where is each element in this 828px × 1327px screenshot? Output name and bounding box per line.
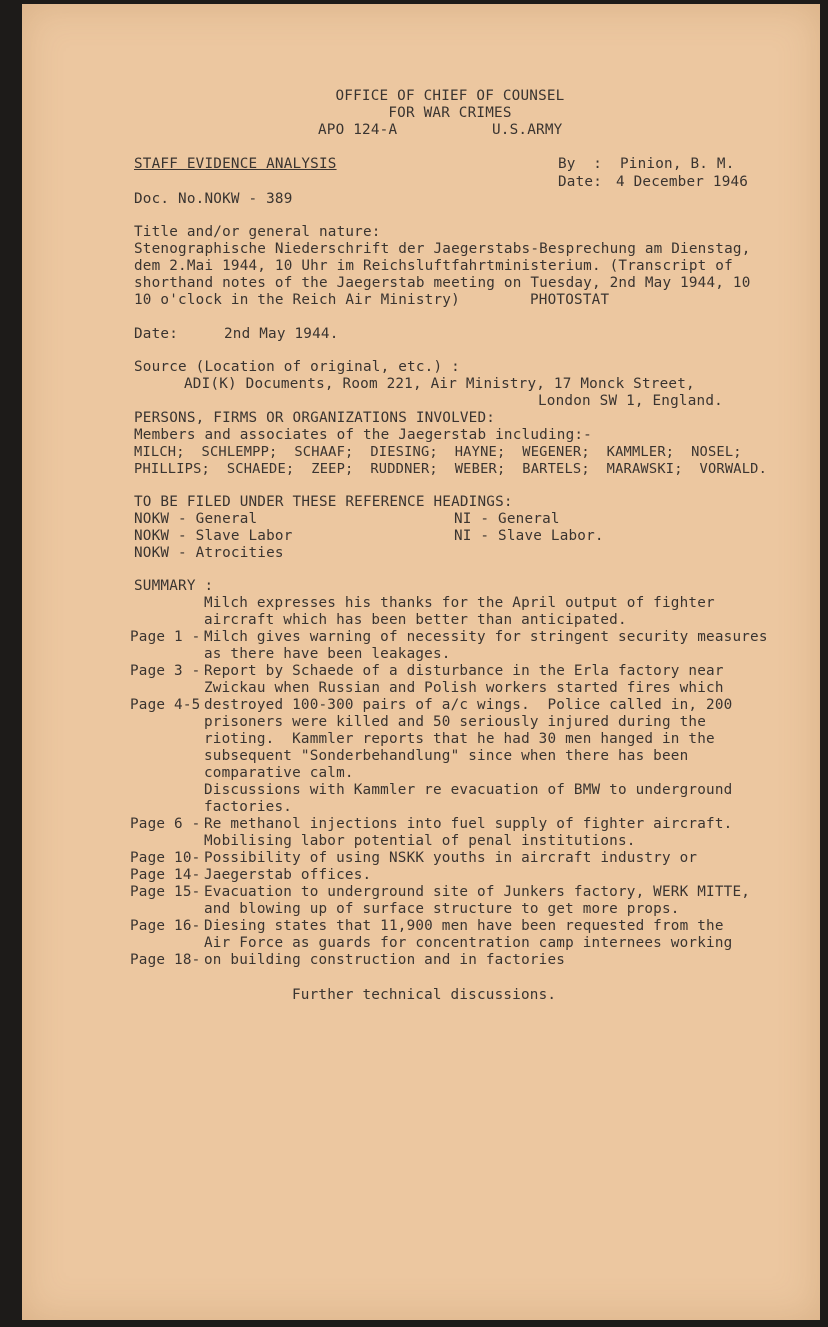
summary-line: Re methanol injections into fuel supply of fighter aircraft. [204,816,733,832]
summary-line: Discussions with Kammler re evacuation of BMW to underground [204,782,733,798]
persons-names: PHILLIPS; SCHAEDE; ZEEP; RUDDNER; WEBER; BARTELS; MARAWSKI; VORWALD. [134,461,768,477]
persons-heading: PERSONS, FIRMS OR ORGANIZATIONS INVOLVED: [134,410,496,426]
summary-line: and blowing up of surface structure to get more props. [204,901,680,917]
title-line: dem 2.Mai 1944, 10 Uhr im Reichsluftfahrtministerium. (Transcript of [134,258,733,274]
army-label: U.S.ARMY [492,122,563,138]
source-line: London SW 1, England. [538,393,723,409]
document-date: 2nd May 1944. [224,326,339,342]
date-label: Date: [558,174,603,190]
by-label: By : [558,156,603,172]
filing-heading-left: NOKW - Slave Labor [134,528,293,544]
summary-heading: SUMMARY : [134,578,214,594]
summary-page: Page 10- [130,850,201,866]
summary-line: Diesing states that 11,900 men have been requested from the [204,918,724,934]
filing-heading-left: NOKW - Atrocities [134,545,284,561]
document-page [22,4,820,1320]
summary-line: prisoners were killed and 50 seriously injured during the [204,714,707,730]
summary-line: Mobilising labor potential of penal institutions. [204,833,636,849]
filing-heading-right: NI - General [454,511,560,527]
title-line: 10 o'clock in the Reich Air Ministry) [134,292,460,308]
source-heading: Source (Location of original, etc.) : [134,359,460,375]
summary-line: Possibility of using NSKK youths in aircraft industry or [204,850,698,866]
date-prepared: 4 December 1946 [616,174,749,190]
document-date-label: Date: [134,326,179,342]
title-heading: Title and/or general nature: [134,224,381,240]
summary-line: destroyed 100-300 pairs of a/c wings. Police called in, 200 [204,697,733,713]
summary-line: Milch gives warning of necessity for stringent security measures [204,629,768,645]
summary-page: Page 3 - [130,663,201,679]
summary-line: rioting. Kammler reports that he had 30 men hanged in the [204,731,715,747]
summary-page: Page 6 - [130,816,201,832]
closing-note: Further technical discussions. [292,987,557,1003]
summary-page: Page 4-5 [130,697,201,713]
summary-line: Milch expresses his thanks for the April output of fighter [204,595,715,611]
summary-line: aircraft which has been better than anticipated. [204,612,627,628]
summary-page: Page 15- [130,884,201,900]
summary-line: Jaegerstab offices. [204,867,372,883]
summary-page: Page 16- [130,918,201,934]
summary-line: as there have been leakages. [204,646,451,662]
source-line: ADI(K) Documents, Room 221, Air Ministry, 17 Monck Street, [184,376,695,392]
summary-line: Zwickau when Russian and Polish workers started fires which [204,680,724,696]
title-line: Stenographische Niederschrift der Jaegerstabs-Besprechung am Dienstag, [134,241,751,257]
summary-line: factories. [204,799,293,815]
office-subtitle: FOR WAR CRIMES [388,105,512,121]
photostat-label: PHOTOSTAT [530,292,610,308]
summary-page: Page 14- [130,867,201,883]
persons-intro: Members and associates of the Jaegerstab including:- [134,427,592,443]
summary-page: Page 18- [130,952,201,968]
office-title: OFFICE OF CHIEF OF COUNSEL [335,88,565,104]
apo-number: APO 124-A [318,122,398,138]
analysis-title: STAFF EVIDENCE ANALYSIS [134,156,337,172]
summary-line: Air Force as guards for concentration camp internees working [204,935,733,951]
summary-line: Evacuation to underground site of Junkers factory, WERK MITTE, [204,884,751,900]
doc-number: Doc. No.NOKW - 389 [134,191,293,207]
analyst-name: Pinion, B. M. [620,156,735,172]
title-line: shorthand notes of the Jaegerstab meeting on Tuesday, 2nd May 1944, 10 [134,275,751,291]
filing-heading: TO BE FILED UNDER THESE REFERENCE HEADINGS: [134,494,513,510]
summary-line: Report by Schaede of a disturbance in the Erla factory near [204,663,724,679]
summary-page: Page 1 - [130,629,201,645]
summary-line: on building construction and in factories [204,952,566,968]
summary-line: subsequent "Sonderbehandlung" since when there has been [204,748,689,764]
summary-line: comparative calm. [204,765,354,781]
persons-names: MILCH; SCHLEMPP; SCHAAF; DIESING; HAYNE; WEGENER; KAMMLER; NOSEL; [134,444,742,460]
filing-heading-right: NI - Slave Labor. [454,528,604,544]
filing-heading-left: NOKW - General [134,511,258,527]
